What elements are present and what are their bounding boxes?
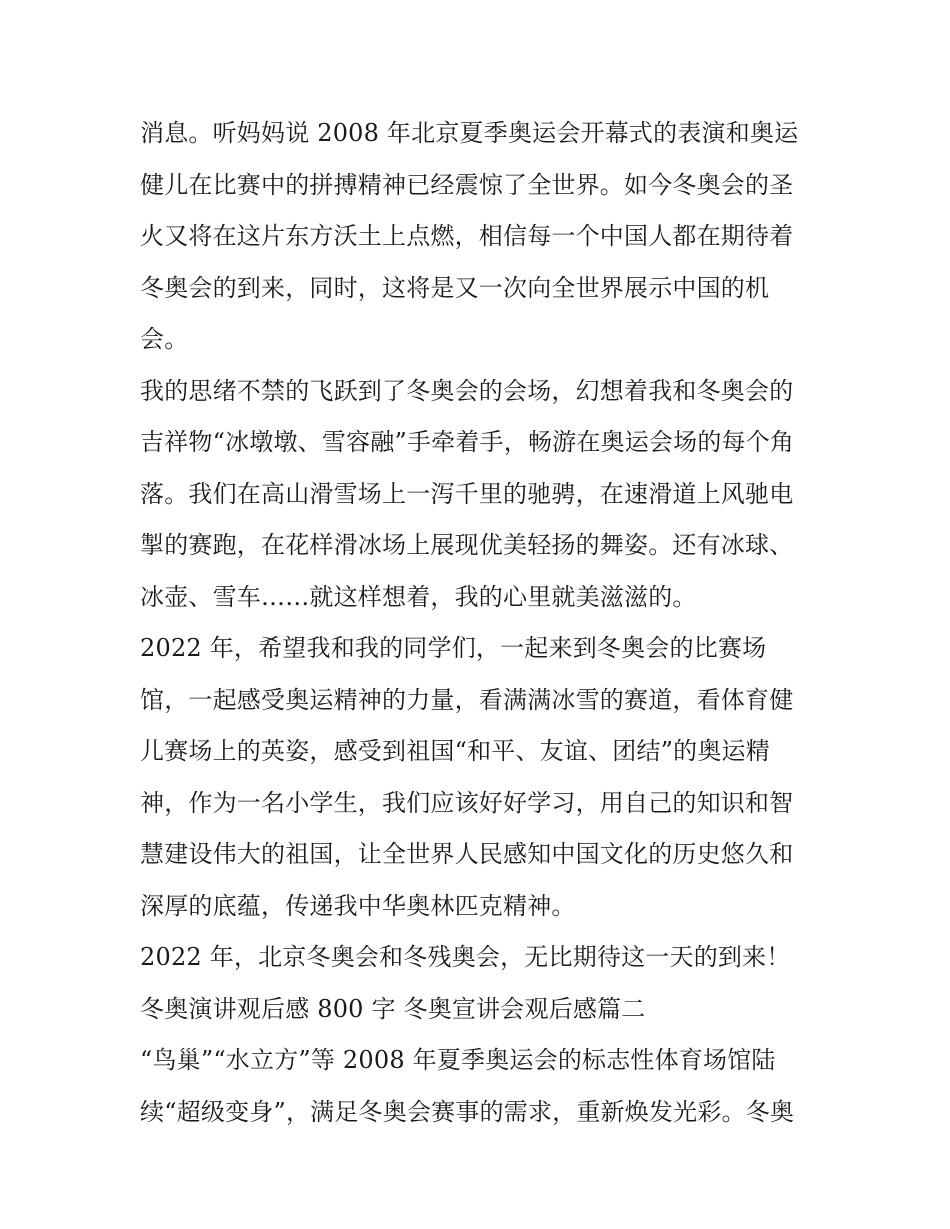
text-line: 掣的赛跑，在花样滑冰场上展现优美轻扬的舞姿。还有冰球、 (140, 531, 794, 559)
text-line: “鸟巢”“水立方”等 2008 年夏季奥运会的标志性体育场馆陆 (140, 1046, 776, 1074)
text-line: 深厚的底蕴，传递我中华奥林匹克精神。 (140, 891, 576, 920)
document-body (140, 108, 820, 1138)
section-heading: 冬奥演讲观后感 800 字 冬奥宣讲会观后感篇二 (140, 994, 646, 1023)
text-line: 冬奥会的到来，同时，这将是又一次向全世界展示中国的机 (140, 273, 770, 302)
text-line: 火又将在这片东方沃土上点燃，相信每一个中国人都在期待着 (140, 222, 794, 250)
text-line: 落。我们在高山滑雪场上一泻千里的驰骋，在速滑道上风驰电 (140, 479, 794, 508)
text-line: 馆，一起感受奥运精神的力量，看满满冰雪的赛道，看体育健 (140, 685, 794, 714)
text-line: 儿赛场上的英姿，感受到祖国“和平、友谊、团结”的奥运精 (140, 737, 770, 765)
text-line: 2022 年，北京冬奥会和冬残奥会，无比期待这一天的到来！ (140, 943, 791, 971)
text-line: 吉祥物“冰墩墩、雪容融”手牵着手，畅游在奥运会场的每个角 (140, 428, 795, 456)
text-line: 会。 (140, 325, 189, 353)
text-line: 健儿在比赛中的拼搏精神已经震惊了全世界。如今冬奥会的圣 (140, 170, 794, 199)
text-line: 消息。听妈妈说 2008 年北京夏季奥运会开幕式的表演和奥运 (140, 119, 799, 147)
text-line: 慧建设伟大的祖国，让全世界人民感知中国文化的历史悠久和 (140, 840, 794, 868)
text-line: 冰壶、雪车……就这样想着，我的心里就美滋滋的。 (140, 582, 697, 611)
text-line: 续“超级变身”，满足冬奥会赛事的需求，重新焕发光彩。冬奥 (140, 1097, 795, 1126)
text-line: 我的思绪不禁的飞跃到了冬奥会的会场，幻想着我和冬奥会的 (140, 376, 794, 405)
text-line: 2022 年，希望我和我的同学们，一起来到冬奥会的比赛场 (140, 634, 767, 662)
text-line: 神，作为一名小学生，我们应该好好学习，用自己的知识和智 (140, 788, 794, 817)
